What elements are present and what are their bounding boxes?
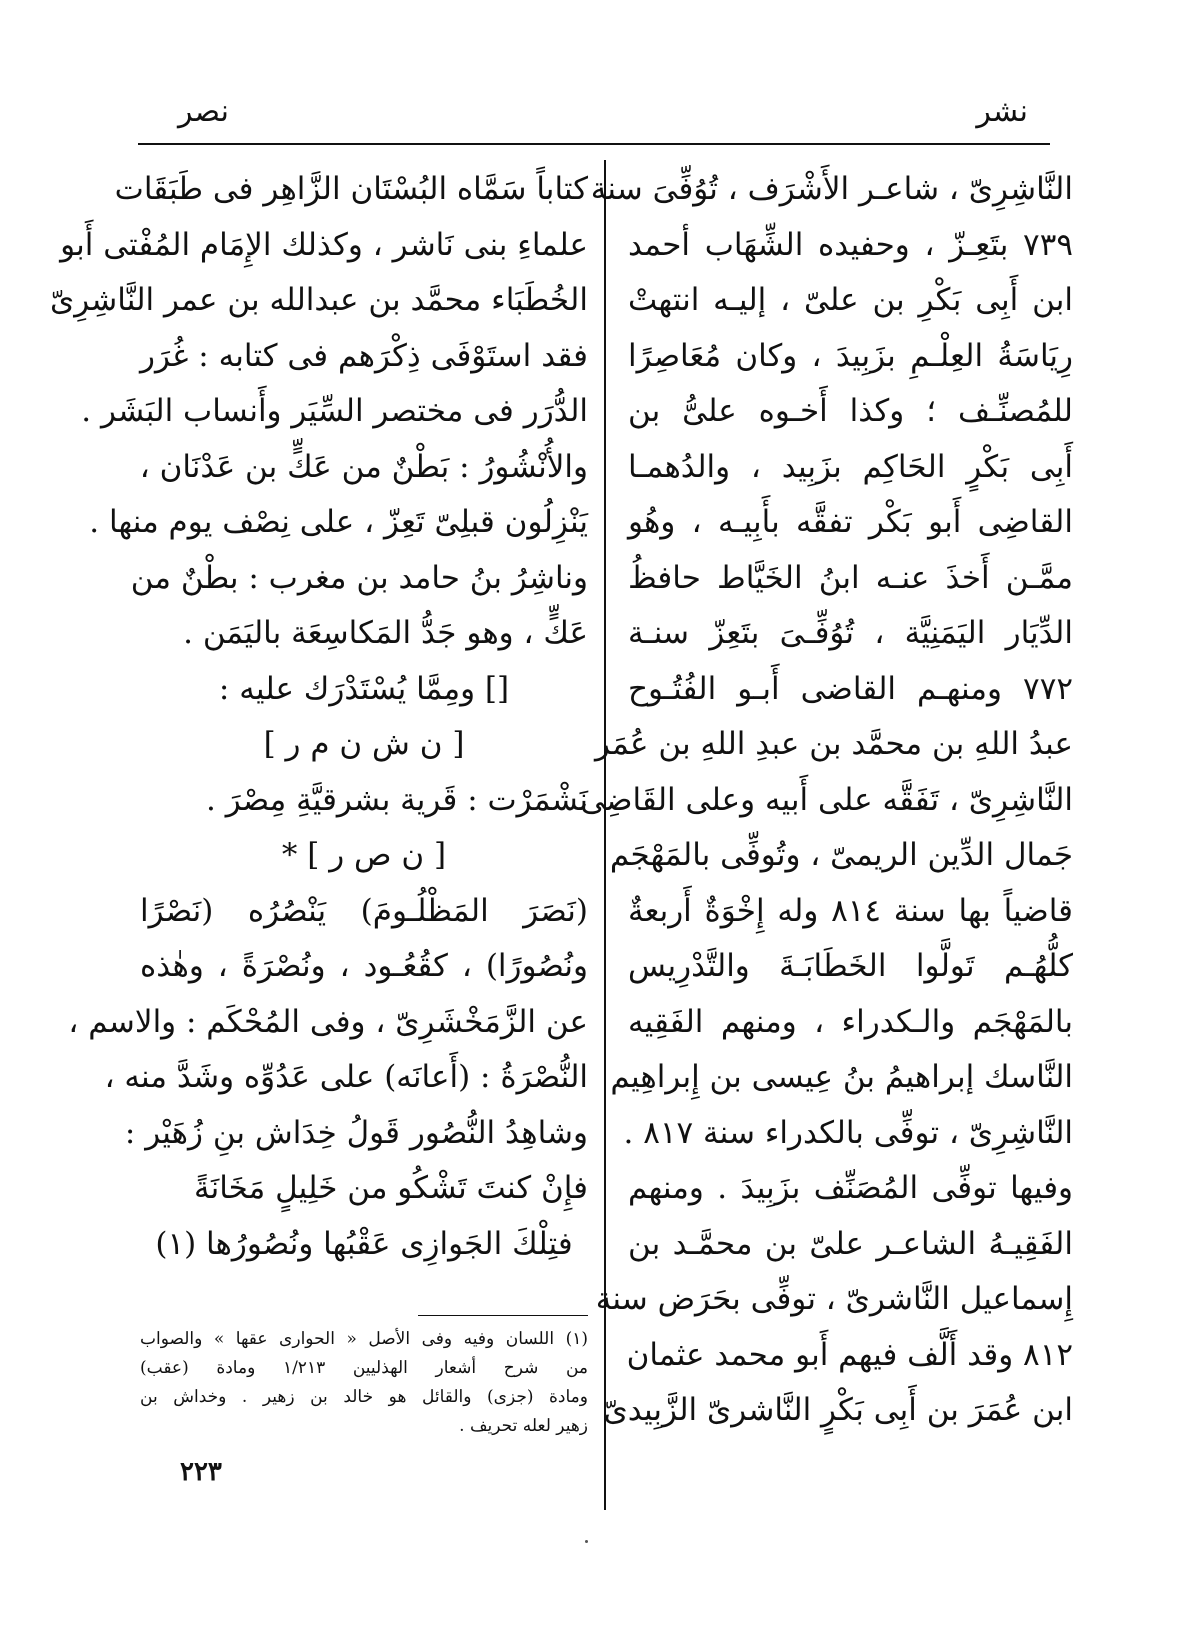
root-heading: [ ن ش ن م ر ]	[263, 726, 465, 762]
text-line: ٧٣٩ بتَعِـزّ ، وحفيده الشِّهَاب أحمد	[628, 226, 1073, 263]
root-heading: [ ن ص ر ] *	[281, 837, 447, 873]
running-header-left: نصر	[178, 94, 229, 129]
addendum-marker: [] ومِمَّا يُسْتَدْرَك عليه :	[218, 670, 510, 707]
text-line: عَكٍّ ، وهو جَدُّ المَكاسِعَة باليَمَن .	[183, 615, 588, 651]
text-line: عن الزَّمَخْشَرِىّ ، وفى المُحْكَم : والاسم ،	[68, 1003, 588, 1040]
text-line: إِسماعيل النَّاشرىّ ، توفِّى بحَرَض سنة	[595, 1281, 1073, 1317]
right-column	[580, 162, 1074, 1439]
text-line: النَّاشِرِىّ ، تَفَقَّه على أَبيه وعلى القَاضِى	[580, 781, 1073, 818]
text-line: ٧٧٢ ومنهـم القاضى أَبـو الفُتُـوح	[628, 670, 1073, 707]
footnote-rule	[418, 1315, 588, 1316]
verse-line: فإِنْ كنتَ تَشْكُو من خَلِيلٍ مَخَانَةً	[193, 1170, 588, 1206]
text-line: ممَّـن أَخذَ عنـه ابنُ الخَيَّاط حافظُ	[628, 559, 1073, 596]
text-line: ابن عُمَرَ بن أَبِى بَكْرٍ النَّاشرىّ الزَّبِيدىّ	[603, 1392, 1073, 1428]
text-line: الخُطَبَاء محمَّد بن عبدالله بن عمر النَّاشِرِىّ	[49, 282, 588, 318]
text-line: النُّصْرَةُ : (أَعانَه) على عَدُوِّه وشَدَّ منه ،	[104, 1059, 588, 1095]
text-line: الدِّيَار اليَمَنِيَّة ، تُوُفِّـىَ بتَعِزّ سنـة	[628, 615, 1073, 651]
text-line: كلُّهُـم تَولَّوا الخَطَابَـةَ والتَّدْرِيس	[628, 948, 1073, 984]
text-line: فقد استَوْفَى ذِكْرَهم فى كتابه : غُرَر	[140, 337, 588, 374]
text-line: النَّاشِرِىّ ، توفِّى بالكدراء سنة ٨١٧ .	[623, 1114, 1073, 1151]
footnote-line: زهير لعله تحريف .	[459, 1416, 588, 1436]
header-rule	[138, 143, 1050, 145]
entry-line: والأُنْشُورُ : بَطْنٌ من عَكٍّ بن عَدْنَان ،	[139, 448, 588, 485]
text-line: رِيَاسَةُ العِلْـمِ بزَبِيدَ ، وكان مُعَاصِرًا	[628, 337, 1073, 374]
running-header-right: نشر	[976, 94, 1028, 129]
text-line: عبدُ اللهِ بن محمَّد بن عبدِ اللهِ بن عُمَر	[595, 726, 1073, 762]
text-line: النَّاشِرِىّ ، شاعـر الأَشْرَف ، تُوُفِّىَ سنة	[590, 171, 1073, 207]
text-line: جَمال الدِّين الريمىّ ، وتُوفِّى بالمَهْجَم	[609, 837, 1073, 873]
text-line: الفَقِيـهُ الشاعـر علىّ بن محمَّـد بن	[628, 1225, 1073, 1262]
page-number: ٢٢٣	[180, 1457, 222, 1487]
text-line: وشاهِدُ النُّصُور قَولُ خِدَاش بنِ زُهَيْر :	[124, 1114, 588, 1151]
text-line: ونُصُورًا) ، كقُعُـود ، ونُصْرَةً ، وهٰذه	[140, 948, 588, 984]
text-line: بالمَهْجَم والـكدراء ، ومنهم الفَقِيه	[628, 1003, 1073, 1040]
verse-line: فتِلْكَ الجَوازِى عَقْبُها ونُصُورُها (١)	[155, 1225, 573, 1262]
text-line: الدُّرَر فى مختصر السِّيَر وأَنساب البَشَر .	[81, 393, 588, 429]
text-line: يَنْزِلُون قبلِىّ تَعِزّ ، على نِصْف يوم منها .	[89, 504, 588, 540]
scan-speck	[585, 1540, 588, 1543]
text-line: قاضياً بها سنة ٨١٤ وله إِخْوَةٌ أَربعةٌ	[628, 892, 1074, 929]
text-line: ابن أَبِى بَكْرِ بن علىّ ، إليـه انتهتْ	[628, 282, 1073, 318]
text-line: النَّاسك إبراهيمُ بنُ عِيسى بن إِبراهِيم	[610, 1059, 1073, 1095]
text-line: كتاباً سَمَّاه البُسْتَان الزَّاهِر فى طَبَقَات	[114, 171, 588, 207]
entry-line: (نَصَرَ المَظْلُـومَ) يَنْصُرُه (نَصْرًا	[140, 892, 588, 929]
text-line: ٨١٢ وقد أَلَّف فيهم أَبو محمد عثمان	[626, 1336, 1073, 1373]
text-line: أَبِى بَكْرٍ الحَاكِم بزَبِيد ، والدُهمـا	[628, 448, 1073, 485]
left-column	[49, 162, 588, 1272]
footnote-line: من شرح أشعار الهذليين ١/٢١٣ ومادة (عقب)	[140, 1358, 588, 1378]
text-line: وناشِرُ بنُ حامد بن مغرب : بطْنٌ من	[130, 559, 588, 596]
text-line: وفيها توفِّى المُصَنِّف بزَبِيدَ . ومنهم	[628, 1170, 1073, 1206]
text-line: القاضِى أَبو بَكْر تفقَّه بأَبِيـه ، وهُو	[628, 504, 1073, 540]
footnote-line: (١) اللسان وفيه وفى الأصل « الحوارى عقها » والصواب	[140, 1329, 588, 1349]
text-line: للمُصنِّـف ؛ وكذا أَخـوه علىُّ بن	[628, 393, 1073, 429]
text-line: علماءِ بنى نَاشر ، وكذلك الإِمَام المُفْتى أَبو	[60, 226, 588, 263]
entry-line: نَشْمَرْت : قَرية بشرقيَّةِ مِصْرَ .	[205, 781, 588, 818]
footnote-line: ومادة (جزى) والقائل هو خالد بن زهير . وخداش بن	[140, 1387, 588, 1407]
footnote	[140, 1325, 588, 1441]
